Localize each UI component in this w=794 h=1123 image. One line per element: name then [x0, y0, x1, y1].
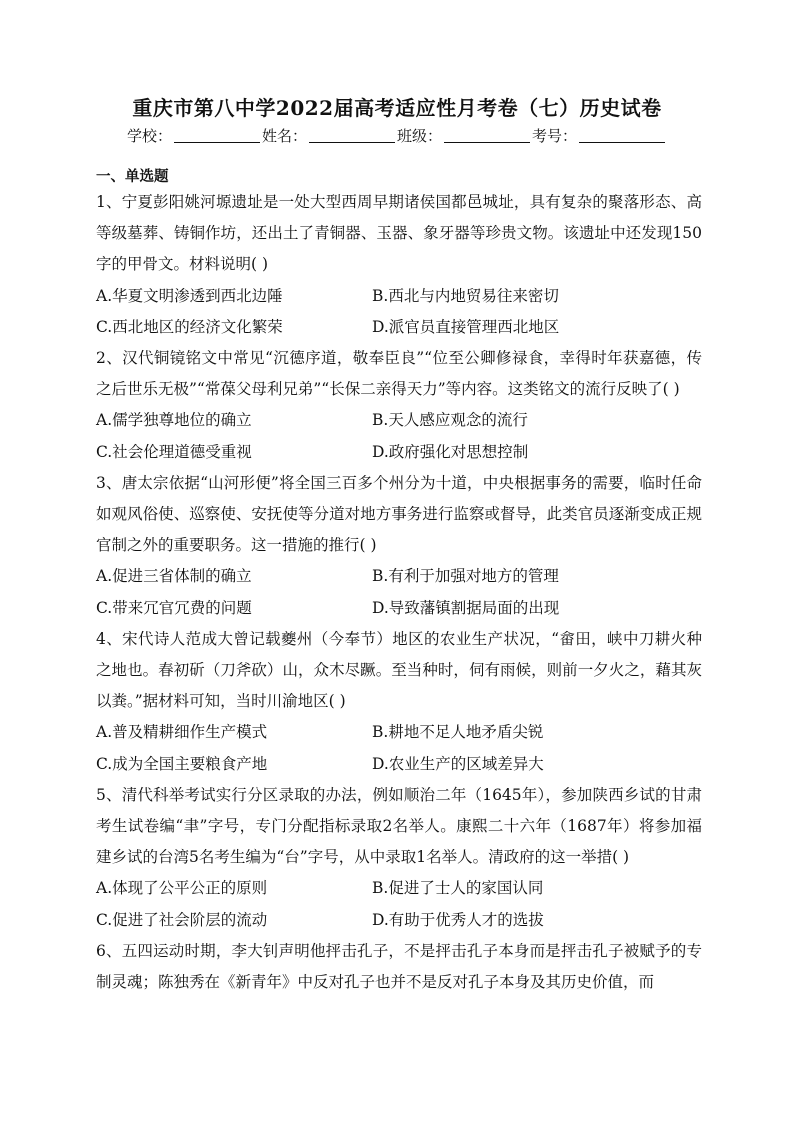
- option-a: A.体现了公平公正的原则: [96, 879, 268, 898]
- question-4-options: [96, 717, 702, 748]
- option-c: C.成为全国主要粮食产地: [96, 754, 268, 773]
- id-label: 考号：: [532, 127, 578, 145]
- option-c: C.促进了社会阶层的流动: [96, 910, 268, 929]
- school-label: 学校：: [126, 127, 172, 145]
- question-3-text: 3、唐太宗依据“山河形便”将全国三百多个州分为十道，中央根据事务的需要，临时任命如观风俗使、巡察使、安抚使等分道对地方事务进行监察或督导，此类官员逐渐变成正规官制之外的重要职务。这一措施的推行( ): [96, 473, 702, 555]
- question-5-options-row2: [96, 905, 702, 936]
- question-list: [96, 187, 702, 998]
- option-d: D.有助于优秀人才的选拔: [372, 910, 544, 929]
- option-b: B.西北与内地贸易往来密切: [372, 286, 559, 305]
- class-blank: [444, 128, 530, 143]
- question-4-text: 4、宋代诗人范成大曾记载夔州（今奉节）地区的农业生产状况，“畲田，峡中刀耕火种之地也。春初斫（刀斧砍）山，众木尽蹶。至当种时，伺有雨候，则前一夕火之，藉其灰以粪。”据材料可知，当时川渝地区( ): [96, 629, 702, 711]
- question-6-text: 6、五四运动时期，李大钊声明他抨击孔子，不是抨击孔子本身而是抨击孔子被赋予的专制灵魂；陈独秀在《新青年》中反对孔子也并不是反对孔子本身及其历史价值，而: [96, 941, 702, 992]
- option-a: A.儒学独尊地位的确立: [96, 411, 252, 430]
- question-2-text: 2、汉代铜镜铭文中常见“沉德序道，敬奉臣良”“位至公卿修禄食，幸得时年获嘉德，传之后世乐无极”“常葆父母利兄弟”“长保二亲得天力”等内容。这类铭文的流行反映了( ): [96, 349, 702, 399]
- section-heading: 一、单选题: [96, 168, 169, 185]
- option-b: B.促进了士人的家国认同: [372, 879, 544, 898]
- page-title: 重庆市第八中学2022届高考适应性月考卷（七）历史试卷: [132, 96, 662, 120]
- option-a: A.普及精耕细作生产模式: [96, 723, 268, 742]
- question-5-text: 5、清代科举考试实行分区录取的办法，例如顺治二年（1645年），参加陕西乡试的甘肃考生试卷编“聿”字号，专门分配指标录取2名举人。康熙二十六年（1687年）将参加福建乡试的台湾5名考生编为“台”字号，从中录取1名举人。清政府的这一举措( ): [96, 785, 702, 867]
- option-c: C.带来冗官冗费的问题: [96, 598, 252, 617]
- option-d: D.政府强化对思想控制: [372, 442, 529, 461]
- school-blank: [174, 128, 260, 143]
- student-info-line: [0, 125, 794, 146]
- name-blank: [309, 128, 395, 143]
- option-b: B.有利于加强对地方的管理: [372, 567, 559, 586]
- option-c: C.社会伦理道德受重视: [96, 442, 252, 461]
- id-blank: [579, 128, 665, 143]
- question-5-options: [96, 873, 702, 904]
- question-1-options: [96, 281, 702, 312]
- option-d: D.农业生产的区域差异大: [372, 754, 544, 773]
- option-d: D.派官员直接管理西北地区: [372, 317, 560, 336]
- class-label: 班级：: [397, 127, 443, 145]
- question-2-options: [96, 405, 702, 436]
- option-a: A.华夏文明渗透到西北边陲: [96, 286, 283, 305]
- question-3-options: [96, 561, 702, 592]
- question-2-options-row2: [96, 437, 702, 468]
- question-1-text: 1、宁夏彭阳姚河塬遗址是一处大型西周早期诸侯国都邑城址，具有复杂的聚落形态、高等级墓葬、铸铜作坊，还出土了青铜器、玉器、象牙器等珍贵文物。该遗址中还发现150字的甲骨文。材料说明( ): [96, 193, 702, 274]
- name-label: 姓名：: [261, 127, 307, 145]
- option-d: D.导致藩镇割据局面的出现: [372, 598, 560, 617]
- option-a: A.促进三省体制的确立: [96, 567, 252, 586]
- option-c: C.西北地区的经济文化繁荣: [96, 317, 283, 336]
- question-1-options-row2: [96, 312, 702, 343]
- option-b: B.天人感应观念的流行: [372, 411, 528, 430]
- option-b: B.耕地不足人地矛盾尖锐: [372, 723, 544, 742]
- question-4-options-row2: [96, 749, 702, 780]
- question-3-options-row2: [96, 593, 702, 624]
